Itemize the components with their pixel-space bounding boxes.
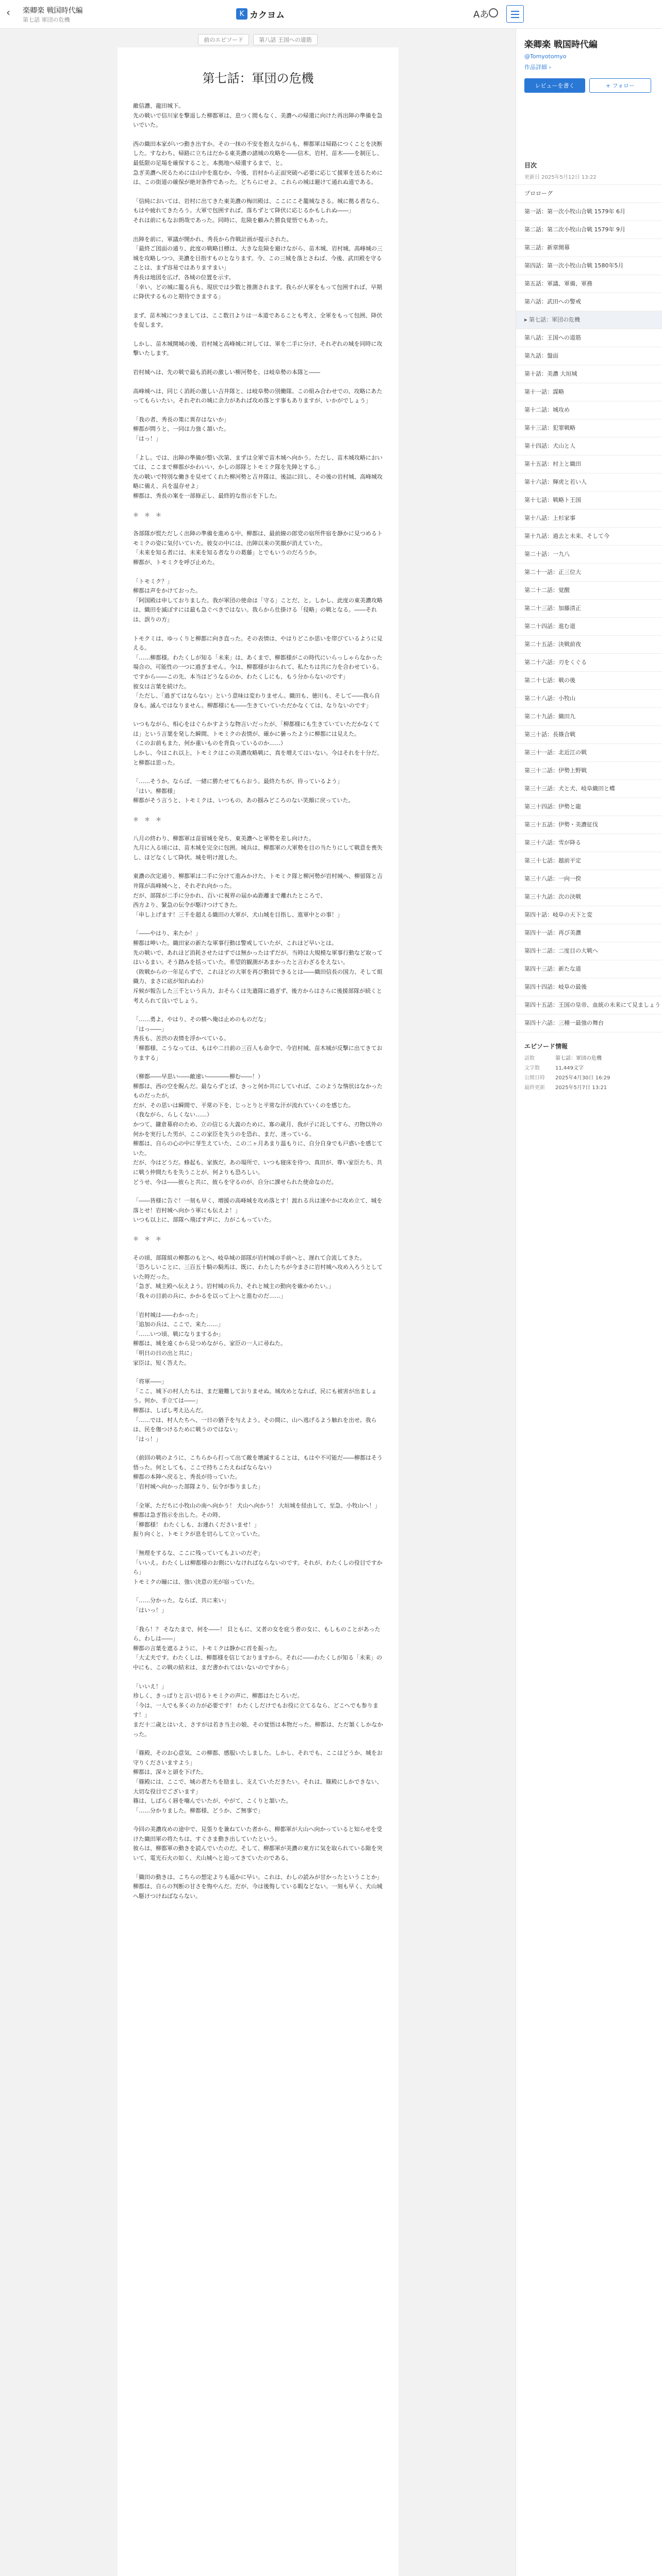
- episode-article: [118, 47, 399, 2576]
- menu-button[interactable]: [506, 5, 524, 23]
- info-key: 話数: [524, 1056, 535, 1061]
- body-paragraph: ＊ ＊ ＊: [133, 511, 161, 518]
- body-paragraph: （柳都――早思い――敵速い――――柳む――！） 柳都は、西の空を睨んだ。最ならずとば、きっと何か共にしていれば、このような惰状はなかったものだったが。 だが、その思いは瞬間で、平常の下を、じっとりと平常な汗が流れていくのを感じた。 （我ながら、らしくない……） かつて、鎌倉幕府のため、立の信じる大義のために、寡の歳月、我が子に託してすら、刃物以外の何かを実行した男が、ここの家臣を失うのを恐れ、まだ、迷っている。 柳都は、自らの心の中に芽生えていた、この二ヶ月あまり温もりに、自分自身でも戸惑いを感じていた。 だが、今はどうだ。蜂起も、家族だ。あの場所で、いつも寝床を待つ、真田が、尊い家臣たち、共に戦う仲間たちを失うことが、何よりも恐ろしい。 どうせ、今は――彼らと共に、彼らを守るのが、自分に課せられた使命なのだ。: [133, 1073, 383, 1185]
- episode-list-item[interactable]: 第四十四話：岐阜の最後: [516, 978, 662, 996]
- info-key: 文字数: [524, 1065, 540, 1071]
- body-paragraph: 出陣を前に、軍議が開かれ、秀長から作戦計画が提示された。 「最終ご図面の通り、此度の戦略目標は、大きな危険を避けながら、苗木城、岩村城、高峰城の三城を攻略しつつ、美濃を目指すものとなります。今、この三城を落とさねば、今後、武田殿を守ることは、まず容易ではありますまい」 秀長は地図を広げ、各城の位置を示す。 「幸い、どの城に籠る兵も、現状では少数と推測されます。我らが大軍をもって包囲すれば、早期に降伏するものと期待できまする」: [133, 235, 383, 300]
- episode-list-item[interactable]: 第四十三話：新たな道: [516, 960, 662, 978]
- episode-info-row: [516, 1062, 662, 1072]
- body-paragraph: 「篠殿、そのお心意気、この柳都、感服いたしました。しかし、それでも、ここはどうか、城をお守りくださいますよう」 柳都は、深々と頭を下げた。 「篠殿には、ここで、城の者たちを励まし、支えていただきたい。それは、篠殿にしかできない、大切な役目でございます」 篠は、しばらく唇を噛んでいたが、やがて、こくりと頷いた。 「……分かりました。柳都様、どうか、ご無事で」: [133, 1750, 383, 1814]
- body-paragraph: 「織田の動きは、こちらの想定よりも遥かに早い。これは、わしの読みが甘かったということか」 柳都は、自らの判断の甘さを悔やんだ。だが、今は後悔している暇などない。一刻も早く、犬山城へ駆けつけねばならない。: [133, 1873, 383, 1900]
- episode-list-item[interactable]: 第五話：軍議、軍備、軍務: [516, 275, 662, 293]
- next-episode-link[interactable]: 第八話 王国への道筋: [253, 34, 318, 45]
- body-paragraph: 「……分かった。ならば、共に来い」 「はいっ！」: [133, 1597, 229, 1614]
- episode-info-heading: エピソード情報: [516, 1032, 662, 1053]
- body-paragraph: 今回の美濃攻めの途中で、見張りを兼ねていた者から、柳都軍が大山へ向かっていると知らせを受けた織田軍の将たちは、すぐさま動き出していたという。 彼らは、柳都軍の動きを読んでいたのだ。そして、柳都軍が美濃の東方に気を取られている隙を突いて、電光石火の如く、犬山城へと迫ってきていたのである。: [133, 1826, 383, 1862]
- body-paragraph: 「我の者、秀長の策に異存はないか」 柳都が問うと、一同は力強く頷いた。 「はっ！」: [133, 416, 229, 443]
- body-paragraph: 「……そうか。ならば、一緒に勝たせてもらおう。最終たちが、待っているよう」 「はい。柳都様」 柳都がそう言うと、トモミクは、いつもの、あの掴みどころのない笑顔に戻っていた。: [133, 778, 354, 804]
- toc-update-info: 更新日 2025年5月12日 13:22: [524, 175, 597, 180]
- episode-list-item[interactable]: 第二十八話：小牧山: [516, 689, 662, 707]
- episode-info-row: [516, 1053, 662, 1062]
- episode-list-item[interactable]: 第四十一話：再び美濃: [516, 924, 662, 942]
- body-paragraph: 岩村城へは、先の戦で最も消耗の激しい柳河勢を、は岐阜勢の本隊と――: [133, 369, 320, 376]
- sidebar-work-title[interactable]: 楽卿楽 戦国時代編: [524, 40, 598, 50]
- body-paragraph: 「よし。では、出陣の準備が整い次第、まずは全軍で苗木城へ向かう。ただし、苗木城攻略においては、ここまで柳都がかわいい、かしの部隊とトモミク隊を先陣とする。」 先の戦いで特別な働きを見せてくれた柳河勢と吉井隊は、後詰に回し、その後の岩村城、高峰城攻略に備え、兵を温存せよ」 柳都は、秀長の案を一部修正し、最終的な指示を下した。: [133, 454, 383, 499]
- info-value: 第七話：軍団の危機: [555, 1056, 602, 1061]
- episode-list-item[interactable]: 第一話：第一次小牧山合戦 1579年 6月: [516, 202, 662, 221]
- info-value: 11,449文字: [555, 1065, 584, 1071]
- display-settings-button[interactable]: Aあ: [473, 9, 489, 20]
- body-paragraph: 西の織田本家がいつ動き出すか。その一抹の不安を抱えながらも、柳都軍は帰路につくことを決断した。すなわち、帰路に立ちはだかる東美濃の諸城の攻略を――信木、岩村、苗木――を制圧し、最低限の足場を確保すること。本拠地へ帰還するまで、と。 急ぎ美濃へ戻るためには山中を進むか、今後、岩村から正面突破へ必要に応じて援軍を送るためには、この街道の確保が絶対条件であった。どちらにせよ、これらの城は避けて通れぬ道である。: [133, 140, 383, 186]
- body-paragraph: 「いいえ！」 珍しく、きっぱりと言い切るトモミクの声に、柳都はたじろいだ。 「今は、一人でも多くの力が必要です！ わたくしだけでもお役に立てるなら、どこへでも参ります！」 まだ十二歳とはいえ、さすがは若き当主の娘、その覚悟は本物だった。柳都は、ただ頷くしかなかった。: [133, 1683, 383, 1738]
- episode-list-item[interactable]: 第二十六話：刃をくぐる: [516, 653, 662, 671]
- episode-list-item[interactable]: 第三話：新章開幕: [516, 239, 662, 257]
- body-paragraph: 「全軍、ただちに小牧山の南へ向かう！ 犬山へ向かう！ 大垣城を経由して、至急、小牧山へ！」 柳都は急ぎ指示を出した。その時、 「柳都様！ わたくしも、お連れくださいませ！」 振り向くと、トモミクが息を切らして立っていた。: [133, 1502, 380, 1538]
- episode-list-item[interactable]: 第十九話：過去と未来、そして今: [516, 527, 662, 545]
- body-paragraph: 八月の終わり、柳都軍は苗留城を発ち、東美濃へと軍勢を差し向けた。 九月に入る頃には、苗木城を完全に包囲。城兵は、柳都軍の大軍勢を目の当たりにして戦意を喪失し、ほどなくして降伏。城を明け渡した。: [133, 835, 383, 861]
- episode-list-item[interactable]: 第三十三話：犬と犬、岐阜織田と蝶: [516, 779, 662, 798]
- episode-body: [133, 101, 383, 1901]
- body-paragraph: まず、苗木城につきましては、ここ数日よりは一本道であることも考え、全軍をもって包囲、降伏を促します。: [133, 312, 383, 329]
- episode-list-item[interactable]: 第三十話：長篠合戦: [516, 725, 662, 743]
- episode-title: 第七話：軍団の危機: [202, 71, 314, 86]
- work-detail-link[interactable]: 作品詳細 ›: [524, 64, 551, 71]
- episode-list-item[interactable]: 第十二話：城攻め: [516, 401, 662, 419]
- follow-button[interactable]: + フォロー: [589, 78, 651, 93]
- body-paragraph: トモクミは、ゆっくりと柳都に向き直った。その表情は、やはりどこか思いを帯びているように見える。 「……柳都様。わたくしが知る「未来」は、あくまで、柳都様がこの時代にいらっしゃらなかった場合の、可能性の一つに過ぎません。今は、柳都様がおられて、私たちは共に力を合わせている。ですから――この先、本当はどうなるのか、わたくしにも、もう分からないのです」 彼女は言葉を続けた。 「ただし、「過ぎてはならない」という意味は変わりません。織田も、徳川も、そして――我ら自身も。滅んではなりません。柳都様にも――生きていていただかなくては、なりないのです」: [133, 635, 383, 709]
- episode-list-item[interactable]: ▸ 第七話：軍団の危機: [516, 311, 662, 329]
- episode-list-item[interactable]: 第四話：第一次小牧山合戦 1580年5月: [516, 257, 662, 275]
- episode-list-item[interactable]: 第十七話：戦略ト王国: [516, 491, 662, 509]
- body-paragraph: ＊ ＊ ＊: [133, 1235, 161, 1242]
- episode-list-item[interactable]: 第六話：武田への警戒: [516, 293, 662, 311]
- body-paragraph: 高峰城へは、同じく消耗の激しい吉井隊と、は岐阜勢の別働隊。この組み合わせでの、攻略にあたってもらいたい。それぞれの城に余力があれば攻め落とす事もありますが、いかがでしょう」: [133, 387, 383, 404]
- episode-list: [516, 184, 662, 1032]
- episode-list-item[interactable]: 第二十一話：正三位大: [516, 563, 662, 581]
- episode-info-row: [516, 1072, 662, 1082]
- body-paragraph: （前回の戦のように、こちらから打って出て敵を壊滅することは、もはや不可能だ――柳都はそう悟った。何としても、ここで持ちこたえねばならない） 柳都の本陣へ戻ると、秀長が待っていた。 「岩村城へ向かった部隊より、伝令が参りました」: [133, 1454, 383, 1490]
- episode-list-item[interactable]: 第三十七話：越前平定: [516, 852, 662, 870]
- episode-list-item[interactable]: 第十一話：謀略: [516, 383, 662, 401]
- episode-info-row: [516, 1082, 662, 1092]
- top-header: [0, 0, 662, 29]
- episode-list-item[interactable]: 第三十四話：伊勢と龍: [516, 798, 662, 816]
- episode-list-item[interactable]: 第三十八話：一向一揆: [516, 870, 662, 888]
- episode-list-item[interactable]: 第二話：第二次小牧山合戦 1579年 9月: [516, 221, 662, 239]
- episode-list-item[interactable]: 第十四話：犬山と人: [516, 437, 662, 455]
- body-paragraph: その頃、部隊組の柳都のもとへ、岐阜城の部隊が岩村城の手前へと、遅れて合流してきた。 「恐ろしいことに、三百五十騎の騎馬は、既に、わたしたちが今まさに岩村城へ攻め入ろうとしていた時だった。 「急ぎ、城主殿へ伝えよう。岩村城の兵力、それと城主の動向を確かめたい。」 「我々の目前の兵に、かかるを以って上へと進むのだ……」: [133, 1254, 383, 1299]
- episode-list-item[interactable]: 第十話：美濃 大垣城: [516, 365, 662, 383]
- episode-list-item[interactable]: 第十五話：村上と織田: [516, 455, 662, 473]
- body-paragraph: 各部隊が慌ただしく出陣の準備を進める中、柳都は、最前線の郎党の宿所件宿を静かに見つめるトモミクの姿に気付いていた。彼女の中には、出陣以来の笑顔が消えていた。 「未来を知る者には、未来を知る者なりの葛藤」とでもいうのだろうか。 柳都が、トモミクを呼び止めた。: [133, 530, 383, 566]
- episode-list-item[interactable]: 第三十五話：伊勢・美濃征伐: [516, 816, 662, 834]
- episode-list-item[interactable]: 第二十五話：決戦前夜: [516, 635, 662, 653]
- prev-episode-link[interactable]: 前のエピソード: [198, 34, 249, 45]
- info-value: 2025年5月7日 13:21: [555, 1085, 607, 1091]
- site-logo[interactable]: [236, 7, 285, 21]
- episode-list-item[interactable]: 第三十二話：伊勢上野戦: [516, 761, 662, 779]
- work-sidebar: [516, 29, 662, 2576]
- write-review-button[interactable]: レビューを書く: [524, 78, 585, 93]
- episode-list-item[interactable]: 第二十七話：戦の後: [516, 671, 662, 689]
- header-work-title[interactable]: 楽卿楽 戦国時代編: [23, 7, 83, 15]
- info-key: 公開日時: [524, 1075, 545, 1081]
- episode-list-item[interactable]: 第二十九話：織田九: [516, 707, 662, 725]
- episode-list-item[interactable]: 第四十六話：三種一最強の舞台: [516, 1014, 662, 1032]
- episode-list-item[interactable]: 第三十九話：次の決戦: [516, 888, 662, 906]
- episode-list-item[interactable]: 第四十五話：王国の皇帝、血統の未来にて見ましょう: [516, 996, 662, 1014]
- toc-label: 目次: [524, 162, 537, 169]
- logo-icon: K: [236, 8, 247, 20]
- episode-list-item[interactable]: 第十八話：上杉家事: [516, 509, 662, 527]
- logo-text: カクヨム: [250, 10, 285, 21]
- body-paragraph: 「トモミク？」 柳都は声をかけておった。 「阿国殿は申しておりました。我が軍団の使命は「守る」ことだ、と。しかし、此度の東美濃攻略は、織田を滅ぼすには最も急ぐべきではない。我らから仕掛ける「侵略」の戦となる。――それは、誤りの方」: [133, 578, 383, 623]
- body-paragraph: 「岩村城は――わかった」 「追加の兵は、ここで、来た……」 「……いつ頃、戦になりまするか」 柳都は、城を遠くから見つめながら、家臣の一人に尋ねた。 「明日の日の出と共に」 家臣は、短く答えた。: [133, 1311, 286, 1366]
- body-paragraph: 「――やはり、来たか！」 柳都は呻いた。織田家の新たな軍事行動は警戒していたが、これほど早いとは。 先の戦いで、あれほど消耗させたはずでは無かったはずだが。当時は大規模な軍事行動など取ってはいるまい。そう踏みを括っていた。希望的観測があまかったと言わざるをえない。 （敗戦からの一年足らずで、これほどの大軍を再び動員できるとは――織田信長の国力、そして組織力、まさに底が知れぬわ） 斥候が報告した三千という兵力、おそらくは先遣隊に過ぎず、後方からはさらに後援部隊が続くと考えられて良いでしょう。: [133, 930, 383, 1004]
- episode-list-item[interactable]: 第二十三話：加藤清正: [516, 599, 662, 617]
- body-paragraph: 敵信濃、龍田城下。 先の戦いで信川家を撃退した柳都軍は、息つく間もなく、美濃への帰還に向けた再出陣の準備を急いでいた。: [133, 103, 383, 129]
- episode-list-item[interactable]: 第十六話：輝虎と若い人: [516, 473, 662, 491]
- sidebar-author[interactable]: @Tomyotomyo: [524, 53, 567, 60]
- episode-list-item[interactable]: 第二十話：一九八: [516, 545, 662, 563]
- body-paragraph: いつもながら、相心をはぐらかすような物言いだったが、「柳都様にも生きていていただかなくては」という言葉を発した瞬間、トモミクの表情が、確かに曇ったように柳都には見えた。 （このお前もまた、何か重いものを背負っているのか……） しかし、今はこれ以上、トモミクはこの美濃攻略戦に、真を増えてはいない。今はそれを十分だ、と柳都は思った。: [133, 721, 383, 766]
- episode-list-item[interactable]: 第二十二話：覚醒: [516, 581, 662, 599]
- episode-list-item[interactable]: 第三十一話：北近江の戦: [516, 743, 662, 761]
- body-paragraph: 「無理をするな、ここに残っていてもよいのだぞ」 「いいえ。わたくしは柳都様のお側にいなければならないのです。それが、わたくしの役目ですから」 トモミクの瞳には、強い決意の光が宿っていた。: [133, 1550, 383, 1585]
- body-paragraph: 「将軍――」 「ここ、城下の村人たちは、まだ避難しておりませぬ。城攻めとなれば、民にも被害が出ましょう。何か、手立ては――」 柳都は、しばし考え込んだ。 「……では、村人たちへ、一日の猶予を与えよう。その間に、山へ逃げるよう触れを出せ。我らは、民を傷つけるために戦うのではない」 「はっ！」: [133, 1378, 377, 1443]
- body-paragraph: ＊ ＊ ＊: [133, 816, 161, 823]
- body-paragraph: 「我ら！？ そなたまで、何を――！ 貝ともに、又者の女を庇う者の女に、もしものことがあったら、わしは――」 柳都の言葉を遮るように、トモミクは静かに首を振った。 「大丈夫です。わたくしは、柳都様を信じておりますから。それに――わたくしが知る「未来」の中にも、この戦の結末は、まだ書かれてはいないのですから」: [133, 1625, 383, 1671]
- body-paragraph: 「信純においては、岩村に出てきた東美濃の梅田殿は、ここにこそ籠城なさる。城に拠る者なら、もはや疲れてきたろう。大軍で包囲すれば、落ちずとて降伏に応じるかもしれぬ――」 それは前にもなお朗哉であった。同時に、危険を顧みた勝負覚悟でもあった。: [133, 197, 383, 224]
- episode-list-item[interactable]: 第三十六話：雪が降る: [516, 834, 662, 852]
- body-paragraph: 東濃の次定通り、柳都軍は二手に分けて進みかけた、トモミク隊と柳河勢が岩村城へ、柳留隊と吉井隊が高峰城へと、それぞれ向かった。 だが、部隊が二手に分かれ、百いに視界の届かぬ距離まで離れたところで、 西方より、緊急の伝令が駆けつけてきた。 「申し上げます！三千を超える織田の大軍が、犬山城を目指し、進軍中との事！」: [133, 873, 383, 918]
- info-value: 2025年4月30日 16:29: [555, 1075, 610, 1081]
- header-episode-title: 第七話 軍団の危機: [23, 16, 70, 23]
- episode-list-item[interactable]: プロローグ: [516, 184, 662, 202]
- body-paragraph: しかし、苗木城開城の後、岩村城と高峰城に対しては、軍を二手に分け、それぞれの城を同時に攻撃いたします。: [133, 340, 383, 357]
- episode-list-item[interactable]: 第九話：盤面: [516, 347, 662, 365]
- info-key: 最終更新: [524, 1085, 545, 1091]
- episode-list-item[interactable]: 第四十話：岐阜の天下と変: [516, 906, 662, 924]
- body-paragraph: 「――皆様に告ぐ！一刻も早く、増援の高峰城を攻め落とす！渡れる兵は速やかに攻め立て、城を落とせ！岩村城へ向かう軍にも伝えよ！」 いつも以上に、部隊へ飛ばす声に、力がこもっていた。: [133, 1197, 383, 1224]
- episode-list-item[interactable]: 第四十二話：二度目の大戦へ: [516, 942, 662, 960]
- episode-list-item[interactable]: 第二十四話：進む道: [516, 617, 662, 635]
- episode-list-item[interactable]: 第十三話：犯罪戦略: [516, 419, 662, 437]
- body-paragraph: 「……勇よ、やはり、その横へ俺は止めのものだな」 「はっ――」 秀長も、苦渋の表情を浮かべている。 「柳都様、こうなっては、もはや二日前の三百人も命令で、今岩村城、苗木城が反撃に出てきておりまする」: [133, 1016, 383, 1061]
- breadcrumb: [155, 34, 361, 45]
- user-icon[interactable]: [489, 8, 498, 18]
- episode-list-item[interactable]: 第八話：王国への道筋: [516, 329, 662, 347]
- back-arrow-icon[interactable]: ‹: [6, 6, 10, 19]
